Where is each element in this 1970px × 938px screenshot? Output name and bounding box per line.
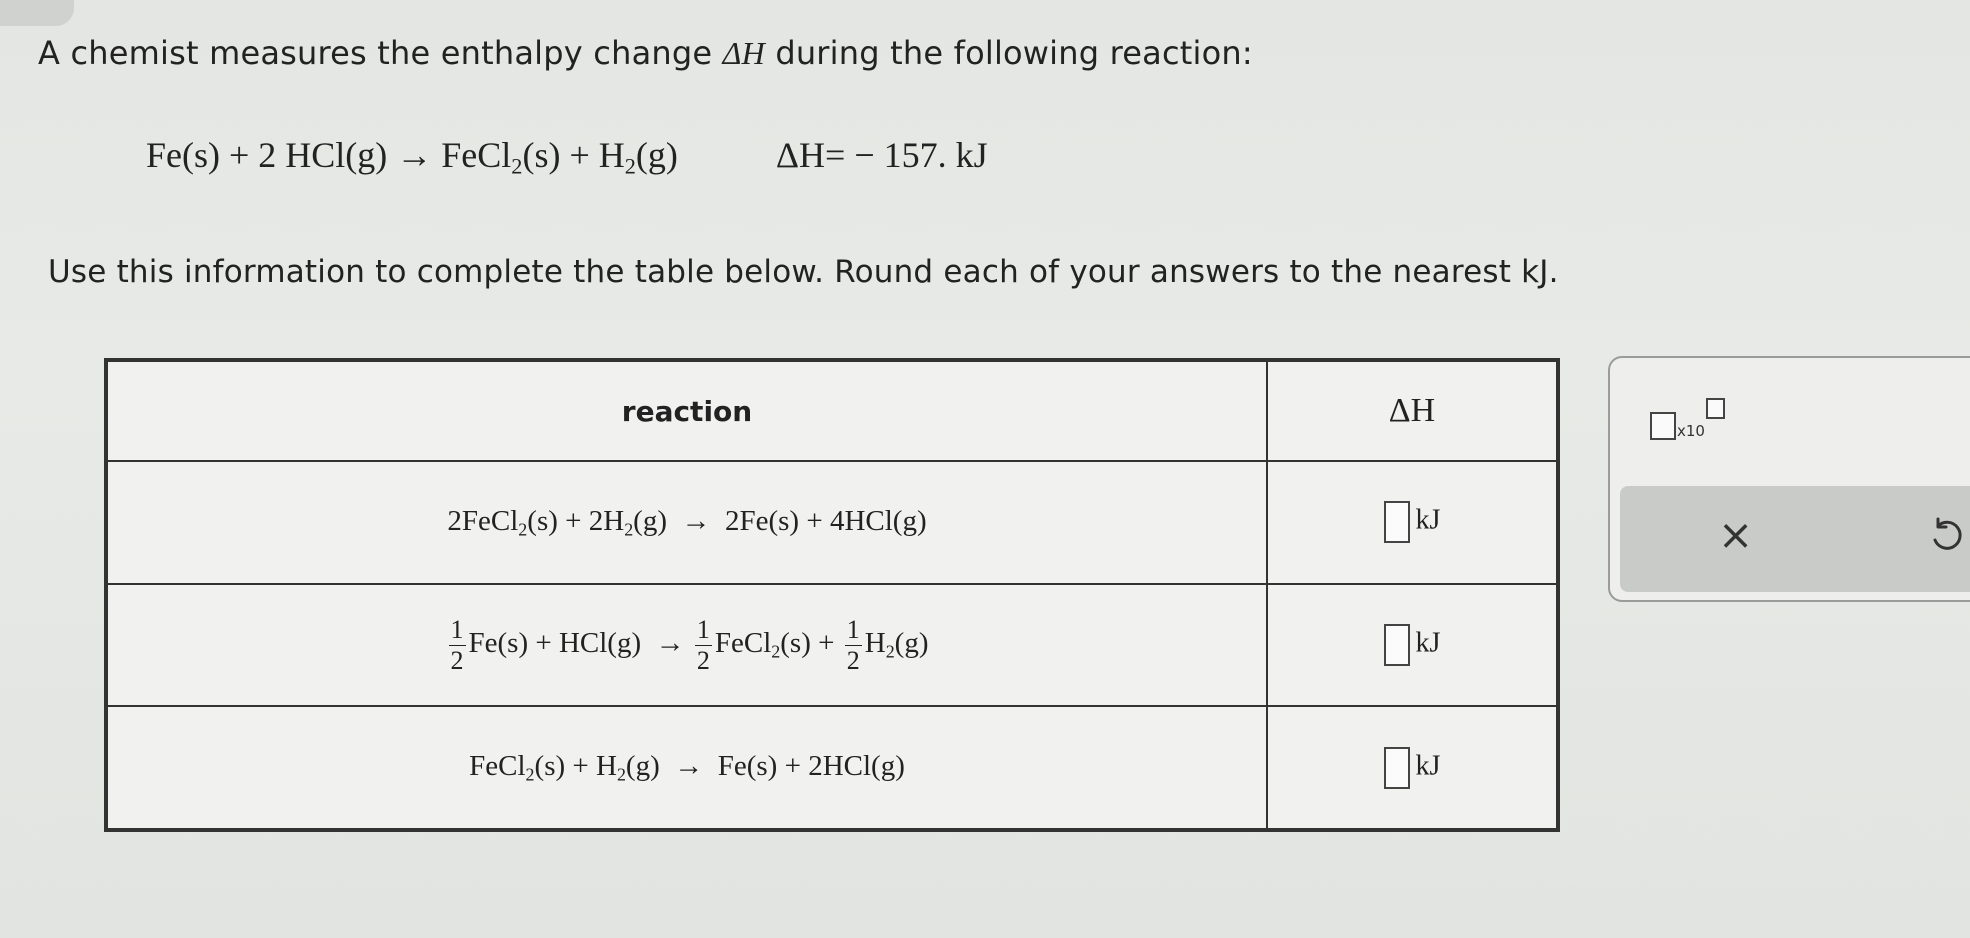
question-prompt — [38, 34, 1253, 72]
reaction-part: FeCl — [469, 749, 526, 782]
x10-label: x10 — [1677, 422, 1705, 440]
subscript: 2 — [771, 641, 781, 662]
reaction-part: 2FeCl — [447, 504, 519, 537]
action-bar — [1620, 486, 1970, 592]
clear-button[interactable]: × — [1718, 510, 1754, 559]
answer-cell — [1267, 461, 1557, 584]
given-product-h: (s) + H — [522, 135, 625, 175]
answer-tools-panel — [1608, 356, 1970, 602]
mantissa-box-icon — [1650, 412, 1676, 440]
fraction — [695, 614, 712, 675]
exponent-box-icon — [1706, 398, 1725, 419]
unit-label: kJ — [1415, 627, 1441, 659]
subscript: 2 — [616, 764, 626, 785]
given-reactants: Fe(s) + 2 HCl(g) — [146, 135, 388, 175]
header-delta-h: ΔH — [1267, 361, 1557, 461]
denominator: 2 — [846, 645, 860, 675]
table-row — [107, 584, 1557, 707]
prompt-tail: during the following reaction: — [775, 34, 1253, 72]
subscript: 2 — [624, 153, 636, 179]
reaction-part: H — [864, 626, 886, 659]
reaction-cell — [107, 706, 1267, 829]
subscript: 2 — [518, 519, 528, 540]
reaction-part: (s) + H — [534, 749, 617, 782]
given-reaction — [146, 134, 988, 180]
fraction — [449, 614, 466, 675]
numerator: 1 — [696, 614, 710, 644]
given-product-fecl: FeCl — [441, 135, 512, 175]
reaction-part: (s) + — [780, 626, 835, 659]
prompt-intro: A chemist measures the enthalpy change — [38, 34, 713, 72]
reaction-part: (s) + 2H — [527, 504, 625, 537]
reaction-part: FeCl — [714, 626, 772, 659]
answer-input[interactable] — [1384, 747, 1410, 789]
reaction-cell — [107, 461, 1267, 584]
unit-label: kJ — [1415, 504, 1441, 536]
instructions-text: Use this information to complete the table below. Round each of your answers to the nearest kJ. — [48, 254, 1559, 290]
table-header-row — [107, 361, 1557, 461]
prompt-delta-h: ΔH — [722, 35, 765, 71]
header-reaction: reaction — [107, 361, 1267, 461]
given-delta-h: ΔH= − 157. kJ — [775, 135, 988, 175]
reaction-part: (g) → 2Fe(s) + 4HCl(g) — [633, 504, 927, 537]
subscript: 2 — [525, 764, 535, 785]
subscript: 2 — [885, 641, 895, 662]
table-row — [107, 706, 1557, 829]
answer-cell — [1267, 706, 1557, 829]
enthalpy-table — [104, 358, 1560, 832]
undo-button[interactable] — [1926, 516, 1966, 556]
corner-tab — [0, 0, 74, 26]
denominator: 2 — [450, 645, 464, 675]
reaction-cell — [107, 584, 1267, 707]
subscript: 2 — [624, 519, 634, 540]
given-product-state: (g) — [635, 135, 678, 175]
undo-icon — [1926, 516, 1966, 556]
fraction — [845, 614, 862, 675]
answer-cell — [1267, 584, 1557, 707]
reaction-part: (g) — [894, 626, 929, 659]
denominator: 2 — [696, 645, 710, 675]
answer-input[interactable] — [1384, 501, 1410, 543]
subscript: 2 — [511, 153, 523, 179]
answer-input[interactable] — [1384, 624, 1410, 666]
reaction-arrow: → — [396, 135, 433, 175]
reaction-part: (g) → Fe(s) + 2HCl(g) — [625, 749, 905, 782]
numerator: 1 — [450, 614, 464, 644]
scientific-notation-button[interactable] — [1650, 398, 1730, 448]
table-row — [107, 461, 1557, 584]
unit-label: kJ — [1415, 750, 1441, 782]
numerator: 1 — [846, 614, 860, 644]
reaction-part: Fe(s) + HCl(g) → — [468, 626, 685, 659]
